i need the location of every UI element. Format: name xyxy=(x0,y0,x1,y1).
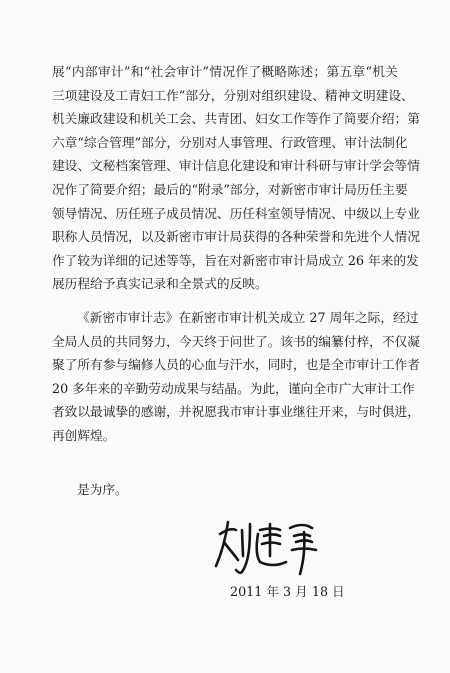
text-line: 职称人员情况，以及新密市审计局获得的各种荣誉和先进个人情况 xyxy=(52,229,420,245)
handwritten-signature xyxy=(212,516,320,580)
text-line: 况作了简要介绍；最后的“附录”部分，对新密市审计局历任主要 xyxy=(52,181,408,197)
text-line: 展“内部审计”和“社会审计”情况作了概略陈述；第五章“机关 xyxy=(52,64,398,79)
text-line: 建设、文秘档案管理、审计信息化建设和审计科研与审计学会等情 xyxy=(52,158,420,174)
body-text xyxy=(52,60,420,448)
text-line: 再创辉煌。 xyxy=(52,427,116,443)
closing-remark: 是为序。 xyxy=(77,482,128,497)
paragraph-1 xyxy=(52,60,420,296)
text-line: 六章“综合管理”部分，分别对人事管理、行政管理、审计法制化 xyxy=(52,134,408,150)
text-line: 机关廉政建设和机关工会、共青团、妇女工作等作了简要介绍；第 xyxy=(52,111,420,127)
text-line: 者致以最诚挚的感谢，并祝愿我市审计事业继往开来，与时俱进， xyxy=(52,404,420,420)
text-line: 展历程给予真实记录和全景式的反映。 xyxy=(52,276,268,292)
text-line: 作了较为详细的记述等等，旨在对新密市审计局成立 26 年来的发 xyxy=(52,252,419,268)
signature-date: 2011 年 3 月 18 日 xyxy=(230,584,345,599)
text-line: 领导情况、历任班子成员情况、历任科室领导情况、中级以上专业 xyxy=(52,205,420,221)
text-line: 20 多年来的辛勤劳动成果与结晶。为此，谨向全市广大审计工作 xyxy=(52,380,415,396)
text-line: 全局人员的共同努力，今天终于问世了。该书的编纂付梓，不仅凝 xyxy=(52,333,420,349)
paragraph-2 xyxy=(52,306,420,448)
text-line: 三项建设及工青妇工作”部分，分别对组织建设、精神文明建设、 xyxy=(52,87,414,103)
text-line: 《新密市审计志》在新密市审计机关成立 27 周年之际，经过 xyxy=(77,309,419,325)
text-line: 聚了所有参与编修人员的心血与汗水，同时，也是全市审计工作者 xyxy=(52,357,420,373)
